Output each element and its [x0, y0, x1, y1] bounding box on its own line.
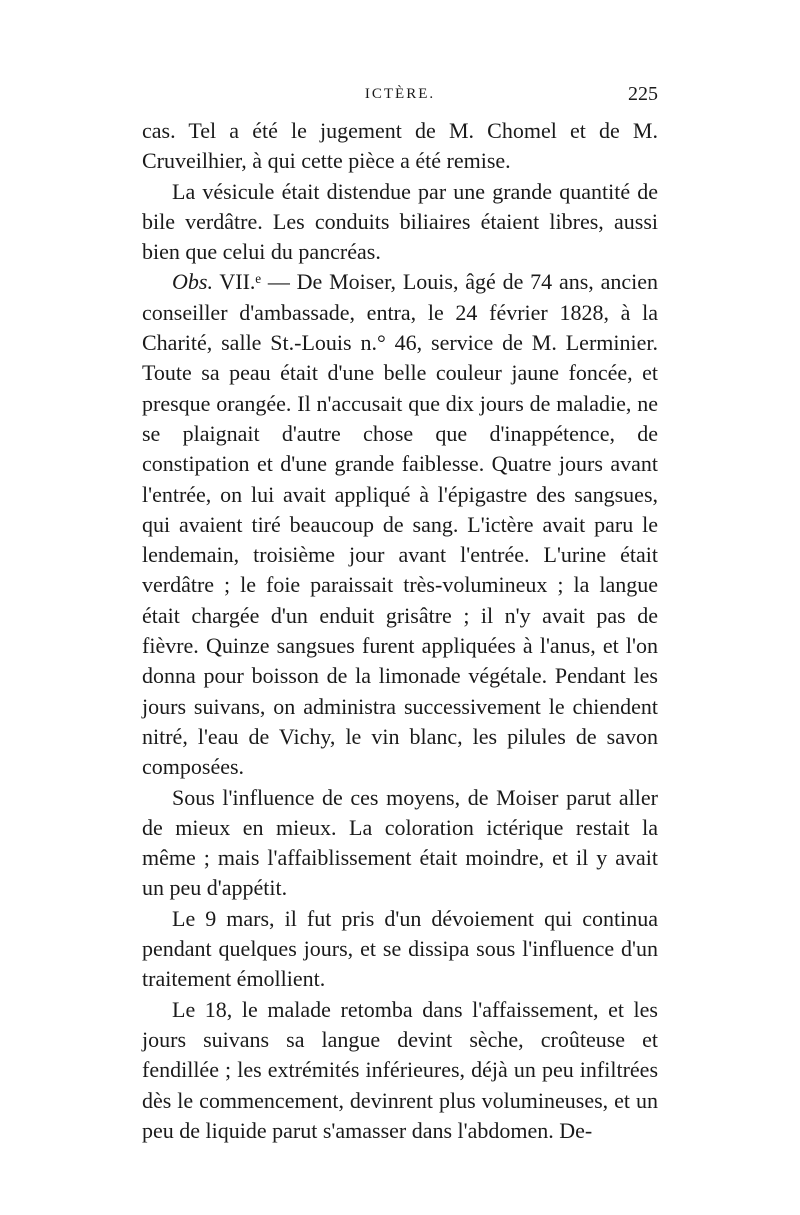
running-head: [142, 83, 658, 110]
observation-label: Obs.: [172, 269, 213, 295]
paragraph: Le 18, le malade retomba dans l'affaissement, et les jours suivans sa langue devint sèche, croûteuse et fendillée ; les extrémités inférieures, déjà un peu infiltrées dès le commencement, devinrent plus volumineuses, et un peu de liquide parut s'amasser dans l'abdomen. De-: [142, 996, 658, 1143]
paragraph: La vésicule était distendue par une grande quantité de bile verdâtre. Les conduits biliaires étaient libres, aussi bien que celui du pancréas.: [142, 178, 658, 265]
body-text: [142, 116, 658, 1146]
paragraph: Le 9 mars, il fut pris d'un dévoiement qui continua pendant quelques jours, et se dissipa sous l'influence d'un traitement émollient.: [142, 905, 658, 992]
paragraph: Sous l'influence de ces moyens, de Moiser parut aller de mieux en mieux. La coloration ictérique restait la même ; mais l'affaiblissement était moindre, et il y avait un peu d'appétit.: [142, 784, 658, 901]
paragraph: cas. Tel a été le jugement de M. Chomel et de M. Cruveilhier, à qui cette pièce a été remise.: [142, 118, 658, 174]
observation-paragraph: [142, 267, 658, 782]
page-number: 225: [628, 83, 658, 105]
observation-text: VII.ᵉ — De Moiser, Louis, âgé de 74 ans, ancien conseiller d'ambassade, entra, le 24 février 1828, à la Charité, salle St.-Louis n.° 46, service de M. Lerminier. Toute sa peau était d'une belle couleur jaune foncée, et presque orangée. Il n'accusait que dix jours de maladie, ne se plaignait d'autre chose que d'inappétence, de constipation et d'une grande faiblesse. Quatre jours avant l'entrée, on lui avait appliqué à l'épigastre des sangsues, qui avaient tiré beaucoup de sang. L'ictère avait paru le lendemain, troisième jour avant l'entrée. L'urine était verdâtre ; le foie paraissait très-volumineux ; la langue était chargée d'un enduit grisâtre ; il n'y avait pas de fièvre. Quinze sangsues furent appliquées à l'anus, et l'on donna pour boisson de la limonade végétale. Pendant les jours suivans, on administra successivement le chiendent nitré, l'eau de Vichy, le vin blanc, les pilules de savon composées.: [142, 269, 658, 780]
running-title: ICTÈRE.: [364, 86, 436, 102]
